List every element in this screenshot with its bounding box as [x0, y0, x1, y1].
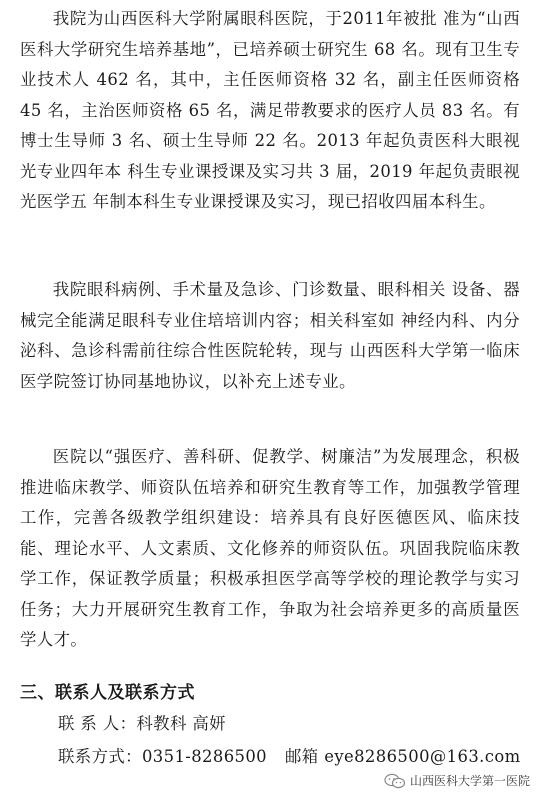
contact-person-label: 联 系 人： [58, 714, 137, 733]
watermark-text: 山西医科大学第一医院 [409, 774, 530, 788]
paragraph-clinical-capacity: 我院眼科病例、手术量及急诊、门诊数量、眼科相关 设备、器械完全能满足眼科专业住培培训内容；相关科室如 神经内科、内分泌科、急诊科需前往综合性医院轮转，现与 山西医科大学第一临床医学院签订协同基地协议，以补充上述专业。 [20, 280, 520, 391]
contact-email-label: 邮箱 [285, 747, 319, 766]
contact-person-value: 科教科 高妍 [136, 714, 226, 733]
paragraph-base-intro: 我院为山西医科大学附属眼科医院，于2011年被批 准为“山西医科大学研究生培养基地”，已培养硕士研究生 68 名。现有卫生专业技术人 462 名，其中，主任医师资格 32 名，副主任医师资格 45 名，主治医师资格 65 名，满足带教要求的医疗人员 83 名。有博士生导师 3 名、硕士生导师 22 名。2013 年起负责医科大眼视光专业四年本 科生专业课授课及实习共 3 届，2019 年起负责眼视光医学五 年制本科生专业课授课及实习，现已招收四届本科生。 [20, 9, 520, 211]
contact-method-label: 联系方式： [58, 747, 142, 766]
contact-email: eye8286500@163.com [324, 747, 521, 766]
contact-phone: 0351-8286500 [141, 747, 268, 766]
wechat-icon [384, 773, 406, 789]
wechat-watermark [380, 770, 534, 791]
contact-method-line [58, 742, 521, 772]
contact-person-line [58, 709, 226, 739]
paragraph-development-philosophy: 医院以“强医疗、善科研、促教学、树廉洁”为发展理念，积极推进临床教学、师资队伍培养和研究生教育等工作，加强教学管理工作，完善各级教学组织建设：培养具有良好医德医风、临床技能、理论水平、人文素质、文化修养的师资队伍。巩固我院临床教学工作，保证教学质量；积极承担医学高等学校的理论教学与实习任务；大力开展研究生教育工作，争取为社会培养更多的高质量医学人才。 [20, 447, 520, 649]
section-heading-contact: 三、联系人及联系方式 [20, 683, 195, 703]
